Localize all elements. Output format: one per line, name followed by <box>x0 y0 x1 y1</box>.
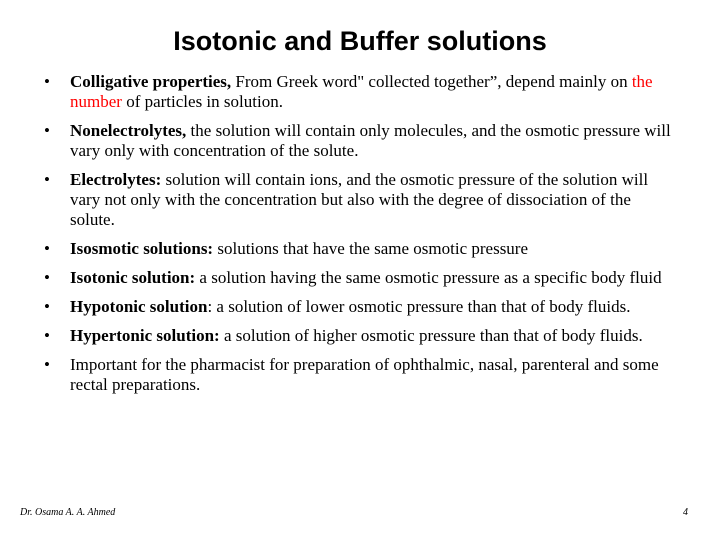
bullet-text: solutions that have the same osmotic pressure <box>213 239 529 258</box>
slide-title: Isotonic and Buffer solutions <box>173 26 547 56</box>
page-number: 4 <box>683 507 688 518</box>
bullet-text: solution will contain ions, and the osmotic pressure of the solution will vary not only with the concentration but also with the degree of dissociation of the solute. <box>70 170 649 229</box>
bullet-isotonic <box>36 268 676 288</box>
bullet-text: of particles in solution. <box>121 92 283 111</box>
bullet-term: Hypertonic solution: <box>70 326 220 345</box>
bullet-list <box>36 72 676 404</box>
bullet-electrolytes <box>36 170 676 230</box>
bullet-text: : a solution of lower osmotic pressure than that of body fluids. <box>207 297 631 316</box>
footer-author: Dr. Osama A. A. Ahmed <box>20 507 116 518</box>
bullet-term: Nonelectrolytes, <box>70 121 187 140</box>
bullet-text: the solution will contain only molecules, and the osmotic pressure will vary only with concentration of the solute. <box>70 121 671 160</box>
bullet-term: Hypotonic solution <box>70 297 208 316</box>
bullet-text: a solution having the same osmotic pressure as a specific body fluid <box>195 268 662 287</box>
bullet-term: Electrolytes: <box>70 170 162 189</box>
bullet-hypertonic <box>36 326 676 346</box>
bullet-hypotonic <box>36 297 676 317</box>
bullet-colligative-properties <box>36 72 676 112</box>
bullet-term: Isotonic solution: <box>70 268 196 287</box>
bullet-text: From Greek word" collected together”, depend mainly on <box>231 72 632 91</box>
bullet-isosmotic <box>36 239 676 259</box>
bullet-pharmacist-importance <box>36 355 676 395</box>
bullet-term: Colligative properties, <box>70 72 232 91</box>
highlighted-text: the number <box>70 72 653 111</box>
bullet-nonelectrolytes <box>36 121 676 161</box>
bullet-term: Isosmotic solutions: <box>70 239 214 258</box>
bullet-text: a solution of higher osmotic pressure than that of body fluids. <box>219 326 643 345</box>
bullet-text: Important for the pharmacist for preparation of ophthalmic, nasal, parenteral and some rectal preparations. <box>70 355 659 394</box>
